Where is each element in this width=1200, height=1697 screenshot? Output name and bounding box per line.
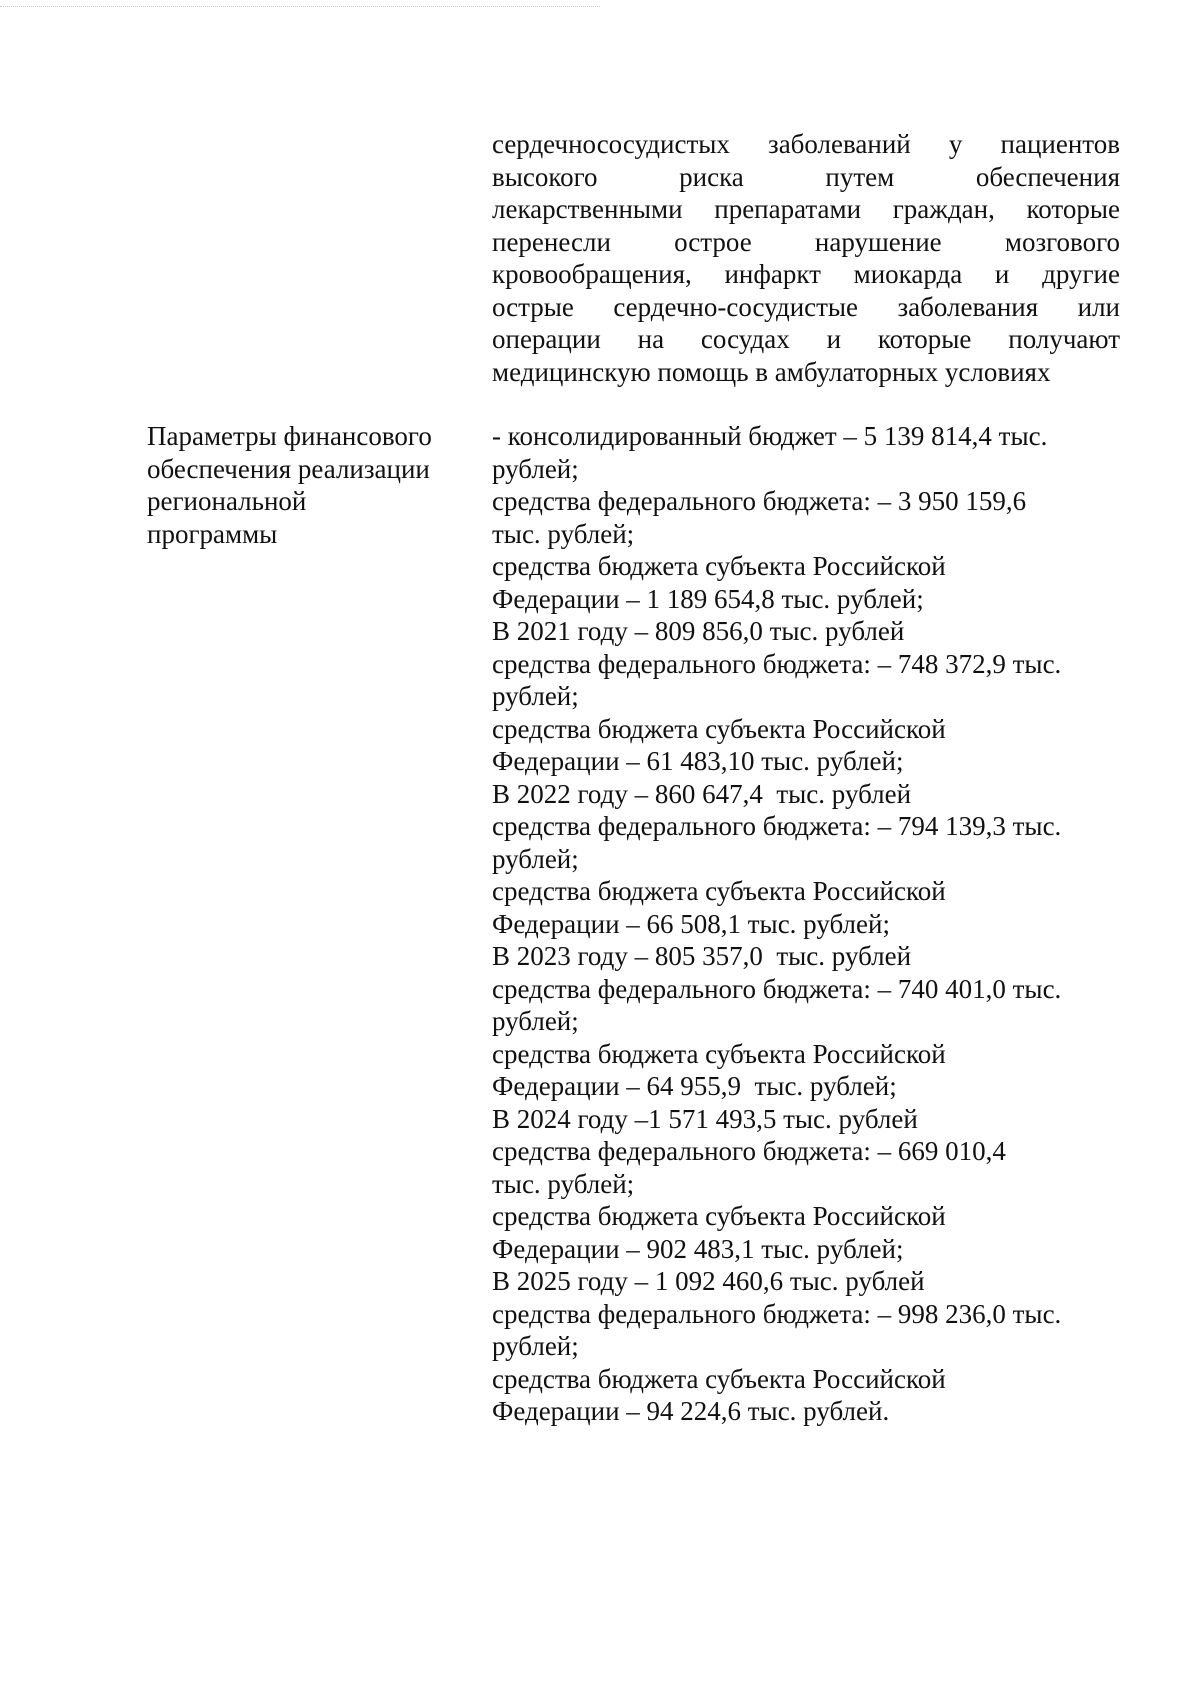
body-line: рублей;	[492, 843, 579, 874]
year-line: В 2022 году – 860 647,4 тыс. рублей	[492, 778, 912, 809]
body-line: средства федерального бюджета: – 998 236,0 тыс.	[492, 1298, 1062, 1329]
body-line: Федерации – 64 955,9 тыс. рублей;	[492, 1071, 897, 1101]
body-line: рублей;	[492, 1331, 579, 1361]
financial-parameters-label	[147, 420, 477, 550]
body-line: тыс. рублей;	[492, 518, 635, 549]
body-line: средства федерального бюджета: – 794 139,3 тыс.	[492, 811, 1062, 841]
intro-text-block	[492, 128, 1120, 388]
body-line: средства федерального бюджета: – 740 401,0 тыс.	[492, 973, 1062, 1004]
body-line: средства бюджета субъекта Российской	[492, 876, 946, 906]
body-line: Федерации – 94 224,6 тыс. рублей.	[492, 1396, 890, 1426]
intro-line: острые сердечно-сосудистые заболевания или	[492, 291, 1120, 322]
body-line: средства бюджета субъекта Российской	[492, 1363, 946, 1394]
body-line: средства бюджета субъекта Российской	[492, 713, 946, 744]
body-line: - консолидированный бюджет – 5 139 814,4 тыс.	[492, 421, 1048, 451]
year-line: В 2024 году –1 571 493,5 тыс. рублей	[492, 1103, 918, 1134]
intro-line: высокого риска путем обеспечения	[492, 161, 1120, 192]
intro-line: сердечнососудистых заболеваний у пациентов	[492, 129, 1120, 159]
label-line: программы	[147, 518, 278, 549]
year-line: В 2021 году – 809 856,0 тыс. рублей	[492, 616, 905, 646]
intro-line: кровообращения, инфаркт миокарда и другие	[492, 259, 1120, 289]
intro-line: операции на сосудах и которые получают	[492, 324, 1120, 354]
body-line: Федерации – 1 189 654,8 тыс. рублей;	[492, 583, 924, 614]
intro-line: лекарственными препаратами граждан, которые	[492, 194, 1120, 224]
intro-line: медицинскую помощь в амбулаторных условиях	[492, 356, 1051, 387]
intro-line: перенесли острое нарушение мозгового	[492, 226, 1120, 257]
body-line: Федерации – 61 483,10 тыс. рублей;	[492, 746, 904, 776]
body-line: рублей;	[492, 1006, 579, 1036]
body-line: средства федерального бюджета: – 3 950 159,6	[492, 486, 1027, 516]
year-line: В 2023 году – 805 357,0 тыс. рублей	[492, 941, 912, 971]
body-line: Федерации – 902 483,1 тыс. рублей;	[492, 1233, 904, 1264]
body-line: Федерации – 66 508,1 тыс. рублей;	[492, 908, 890, 939]
body-line: средства бюджета субъекта Российской	[492, 1201, 946, 1231]
body-line: средства бюджета субъекта Российской	[492, 551, 946, 581]
label-line: обеспечения реализации	[147, 453, 430, 484]
body-line: средства федерального бюджета: – 669 010,4	[492, 1136, 1006, 1166]
label-line: региональной	[147, 486, 307, 516]
body-line: средства федерального бюджета: – 748 372,9 тыс.	[492, 648, 1062, 679]
body-line: средства бюджета субъекта Российской	[492, 1038, 946, 1069]
body-line: рублей;	[492, 681, 579, 711]
financial-parameters-body	[492, 420, 1152, 1428]
label-line: Параметры финансового	[147, 421, 432, 451]
year-line: В 2025 году – 1 092 460,6 тыс. рублей	[492, 1266, 925, 1296]
body-line: рублей;	[492, 453, 579, 484]
scan-edge-line	[0, 6, 600, 7]
body-line: тыс. рублей;	[492, 1168, 635, 1199]
